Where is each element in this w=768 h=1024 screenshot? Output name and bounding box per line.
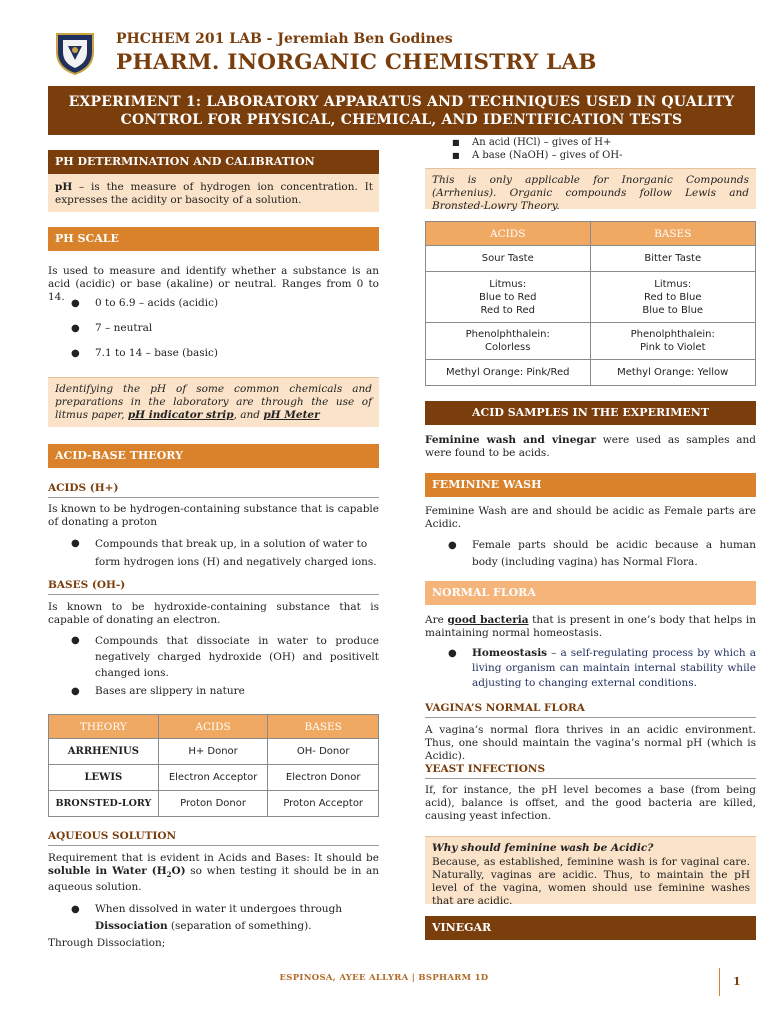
- list-item: [452, 149, 623, 162]
- ph-note-text: Identifying the pH of some common chemicals and preparations in the laboratory are through the use of litmus paper,: [55, 383, 372, 421]
- acid-samples-heading: ACID SAMPLES IN THE EXPERIMENT: [425, 401, 756, 425]
- ph-note: [48, 378, 379, 427]
- arrhenius-note: This is only applicable for Inorganic Compounds (Arrhenius). Organic compounds follow Lewis and Bronsted-Lowry Theory.: [432, 174, 749, 212]
- table-row: [49, 765, 379, 791]
- list-item: [71, 296, 219, 311]
- table-cell: Proton Donor: [158, 791, 268, 817]
- university-seal-icon: [54, 30, 96, 76]
- table-row: [426, 360, 756, 386]
- table-header-row: [426, 222, 756, 246]
- table-cell: BRONSTED-LORY: [49, 791, 159, 817]
- aqueous-bold: soluble in Water (H: [48, 865, 167, 877]
- lab-title: PHARM. INORGANIC CHEMISTRY LAB: [116, 50, 597, 75]
- aqueous-text: [48, 852, 379, 894]
- bullet-icon: ●: [71, 348, 80, 359]
- table-header: ACIDS: [426, 222, 591, 246]
- acids-subheading: ACIDS (H+): [48, 482, 379, 498]
- list-item-text: (separation of something).: [167, 920, 312, 932]
- acid-base-heading: ACID-BASE THEORY: [48, 444, 379, 468]
- ph-indicator-strip-term: pH indicator strip: [127, 409, 234, 421]
- table-cell: H+ Donor: [158, 739, 268, 765]
- yeast-text: If, for instance, the pH level becomes a base (from being acid), balance is offset, and the good bacteria are killed, causing yeast infection.: [425, 784, 756, 822]
- table-row: [49, 791, 379, 817]
- ph-scale-heading: PH SCALE: [48, 227, 379, 251]
- aqueous-subheading: AQUEOUS SOLUTION: [48, 830, 379, 846]
- normal-flora-text: [425, 614, 756, 640]
- list-item: [71, 633, 379, 681]
- yeast-subheading: YEAST INFECTIONS: [425, 763, 756, 779]
- table-header-row: [49, 715, 379, 739]
- table-cell: Phenolphthalein: Pink to Violet: [590, 323, 756, 360]
- table-cell: Methyl Orange: Pink/Red: [426, 360, 591, 386]
- table-cell: Proton Acceptor: [268, 791, 379, 817]
- table-header: BASES: [590, 222, 756, 246]
- table-cell: ARRHENIUS: [49, 739, 159, 765]
- list-item: [71, 684, 245, 699]
- flora-text-a: Are: [425, 614, 448, 626]
- table-cell: Bitter Taste: [590, 246, 756, 272]
- table-cell: Electron Acceptor: [158, 765, 268, 791]
- bullet-icon: ●: [71, 635, 80, 646]
- experiment-banner: [48, 86, 755, 135]
- samples-text: were used as samples and were found to be acids.: [425, 434, 757, 459]
- table-header: BASES: [268, 715, 379, 739]
- bullet-icon: ●: [71, 298, 80, 309]
- ph-term: pH: [55, 181, 73, 193]
- ph-meter-term: pH Meter: [263, 409, 320, 421]
- list-item-text: Compounds that break up, in a solution of water to form hydrogen ions (H) and negatively charged ions.: [95, 538, 377, 568]
- bullet-icon: ●: [448, 540, 457, 551]
- through-dissociation: Through Dissociation;: [48, 937, 166, 949]
- aqueous-bold2: O): [171, 865, 186, 877]
- why-acidic-answer: Because, as established, feminine wash is for vaginal care. Naturally, vaginas are acidic. Thus, to maintain the pH level of the vagina, women should use feminine washes that are acidic.: [432, 856, 750, 907]
- list-item-text: Female parts should be acidic because a human body (including vagina) has Normal Flora.: [472, 539, 756, 568]
- homeostasis-term: Homeostasis: [472, 647, 548, 659]
- list-item-text: Compounds that dissociate in water to produce negatively charged hydroxide (OH) and positivelt changed ions.: [95, 635, 379, 679]
- flora-text-b: that is present in one’s body that helps in maintaining normal homeostasis.: [425, 614, 756, 639]
- dissociation-term: Dissociation: [95, 920, 168, 932]
- table-cell: OH- Donor: [268, 739, 379, 765]
- vagina-flora-subheading: VAGINA’S NORMAL FLORA: [425, 702, 756, 718]
- table-cell: Sour Taste: [426, 246, 591, 272]
- why-acidic-question: Why should feminine wash be Acidic?: [432, 842, 654, 854]
- table-header: THEORY: [49, 715, 159, 739]
- bullet-icon: ●: [71, 538, 80, 549]
- feminine-wash-text: Feminine Wash are and should be acidic as Female parts are Acidic.: [425, 505, 756, 530]
- list-item-text: 7 – neutral: [95, 322, 153, 334]
- vagina-flora-text: A vagina’s normal flora thrives in an acidic environment. Thus, one should maintain the vagina’s normal pH (which is Acidic).: [425, 724, 756, 762]
- table-cell: Litmus: Blue to Red Red to Red: [426, 272, 591, 323]
- bases-subheading: BASES (OH-): [48, 579, 379, 595]
- table-cell: Electron Donor: [268, 765, 379, 791]
- page-number: 1: [733, 975, 741, 988]
- bases-text: Is known to be hydroxide-containing substance that is capable of donating an electron.: [48, 601, 379, 626]
- table-cell: Methyl Orange: Yellow: [590, 360, 756, 386]
- footer-divider: [719, 968, 720, 996]
- table-row: [49, 739, 379, 765]
- samples-bold: Feminine wash and vinegar: [425, 434, 597, 446]
- table-cell: LEWIS: [49, 765, 159, 791]
- ph-definition: [55, 181, 373, 207]
- list-item-text: 0 to 6.9 – acids (acidic): [95, 297, 219, 309]
- ph-determination-heading: PH DETERMINATION AND CALIBRATION: [48, 150, 379, 174]
- aqueous-subscript: 2: [166, 870, 172, 880]
- acid-samples-text: [425, 434, 756, 460]
- list-item: [71, 901, 379, 935]
- theory-table: [48, 714, 379, 817]
- list-item-text: – a self-regulating process by which a living organism can maintain internal stability while adjusting to changing external conditions.: [472, 647, 756, 689]
- bullet-icon: ●: [448, 648, 457, 659]
- list-item-text: Bases are slippery in nature: [95, 685, 245, 697]
- list-item-text: An acid (HCl) – gives of H+: [472, 137, 612, 148]
- list-item: [71, 321, 153, 336]
- bullet-icon: ■: [452, 151, 460, 160]
- aqueous-text-b: so when testing it should be in an aqueous solution.: [48, 865, 379, 894]
- list-item: [448, 537, 756, 571]
- list-item: [71, 346, 218, 361]
- experiment-title-line2: CONTROL FOR PHYSICAL, CHEMICAL, AND IDENTIFICATION TESTS: [120, 112, 683, 128]
- course-title: PHCHEM 201 LAB - Jeremiah Ben Godines: [116, 31, 453, 47]
- table-header: ACIDS: [158, 715, 268, 739]
- list-item-text: A base (NaOH) – gives of OH-: [472, 150, 623, 161]
- table-row: [426, 272, 756, 323]
- table-row: [426, 323, 756, 360]
- experiment-title-line1: EXPERIMENT 1: LABORATORY APPARATUS AND TECHNIQUES USED IN QUALITY: [68, 94, 735, 110]
- list-item: [71, 535, 379, 571]
- list-item-text: When dissolved in water it undergoes through: [95, 903, 343, 915]
- acid-base-properties-table: [425, 221, 756, 386]
- list-item: [448, 646, 756, 691]
- acids-text: Is known to be hydrogen-containing substance that is capable of donating a proton: [48, 503, 379, 528]
- table-cell: Phenolphthalein: Colorless: [426, 323, 591, 360]
- normal-flora-heading: NORMAL FLORA: [425, 581, 756, 605]
- ph-scale-text: Is used to measure and identify whether a substance is an acid (acidic) or base (akaline) or neutral. Ranges from 0 to 14.: [48, 265, 379, 303]
- ph-note-separator: , and: [233, 409, 264, 421]
- bullet-icon: ●: [71, 686, 80, 697]
- table-row: [426, 246, 756, 272]
- list-item: [452, 136, 612, 149]
- vinegar-heading: VINEGAR: [425, 916, 756, 940]
- table-cell: Litmus: Red to Blue Blue to Blue: [590, 272, 756, 323]
- bullet-icon: ●: [71, 904, 80, 915]
- bullet-icon: ■: [452, 138, 460, 147]
- bullet-icon: ●: [71, 323, 80, 334]
- feminine-wash-heading: FEMININE WASH: [425, 473, 756, 497]
- footer-author: ESPINOSA, AYEE ALLYRA | BSPHARM 1D: [279, 973, 489, 983]
- ph-definition-text: – is the measure of hydrogen ion concentration. It expresses the acidity or basocity of a solution.: [55, 181, 373, 206]
- list-item-text: 7.1 to 14 – base (basic): [95, 347, 218, 359]
- good-bacteria-term: good bacteria: [447, 614, 529, 626]
- aqueous-text-a: Requirement that is evident in Acids and Bases: It should be: [48, 852, 379, 864]
